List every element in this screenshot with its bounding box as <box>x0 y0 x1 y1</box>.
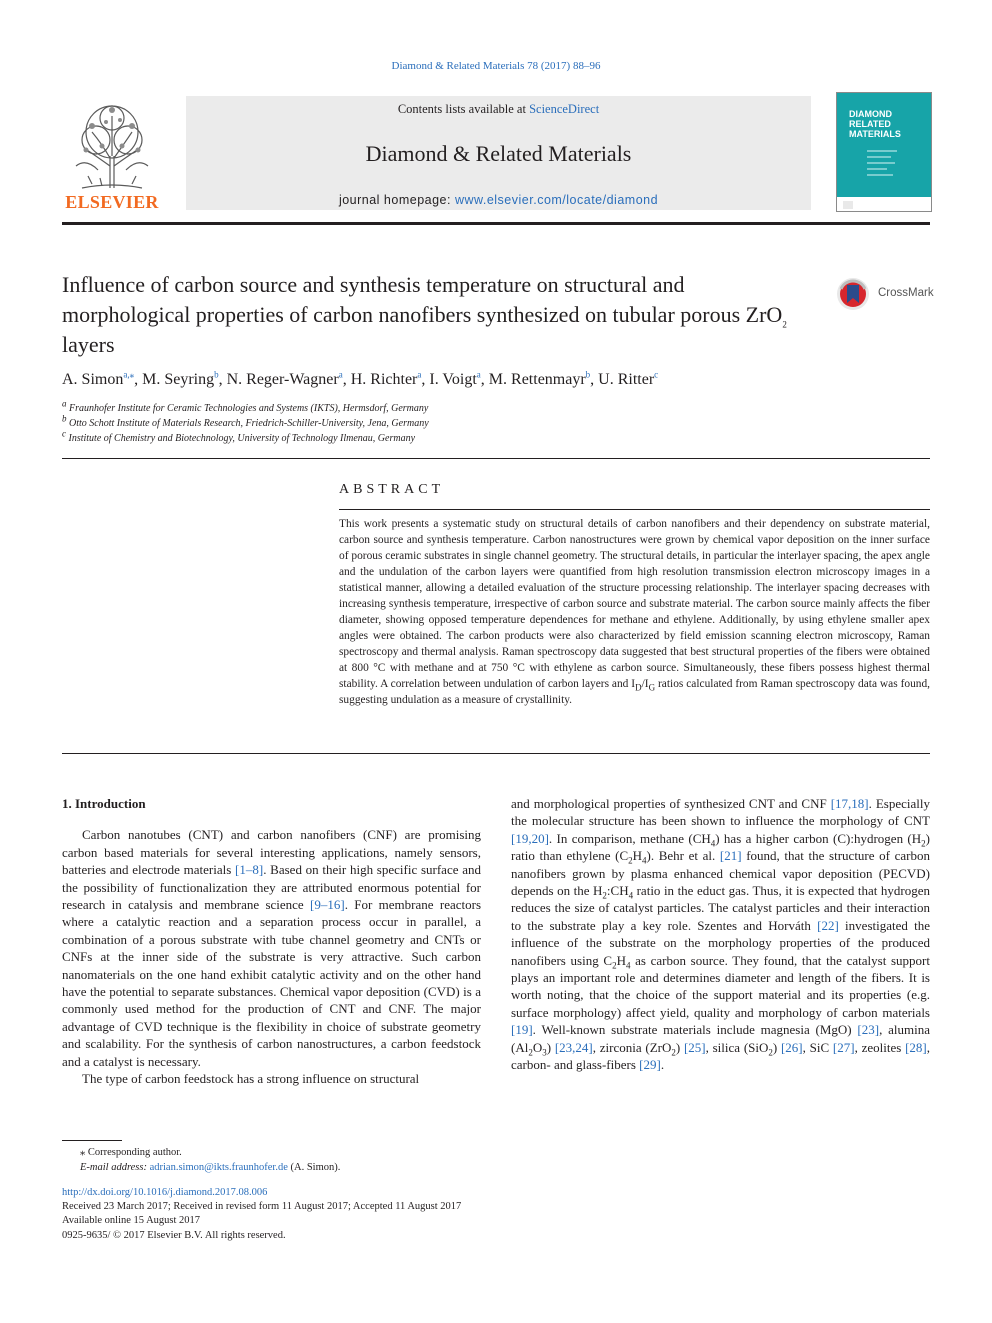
author-affiliation-mark[interactable]: a <box>338 369 343 380</box>
text-run: ) has a higher carbon (C):hydrogen (H <box>715 830 922 846</box>
text-run: H <box>616 952 626 968</box>
text-run: , SiC <box>802 1039 833 1055</box>
citation-link[interactable]: [29] <box>639 1057 661 1073</box>
journal-cover-thumbnail[interactable] <box>836 92 932 212</box>
cover-title-line: MATERIALS <box>849 129 901 139</box>
cover-text-lines <box>867 147 907 187</box>
text-run: . <box>660 1057 665 1073</box>
subscript: 2 <box>921 838 926 849</box>
subscript: 4 <box>628 890 634 901</box>
intro-paragraph-2-start: The type of carbon feedstock has a strong influence on structural <box>82 1071 420 1087</box>
author-list: A. Simon$^{a,⁎}$, M. Seyring$^b$, N. Reger-Wagner$^a$, H. Richter$^a$, I. Voigt$^a$, M. Rettenmayr$^b$, U. Ritter$^c$ <box>62 369 659 388</box>
title-text-end: layers <box>62 332 115 357</box>
article-title <box>62 270 802 360</box>
body-column-right <box>511 795 930 1074</box>
text-run: , silica (SiO <box>705 1039 769 1055</box>
section-heading-introduction: 1. Introduction <box>62 796 146 811</box>
subscript: 2 <box>528 1047 533 1058</box>
text-run: . Especially the molecular structure has been shown to influence the morphology of CNT <box>511 796 930 829</box>
author-name[interactable]: N. Reger-Wagner <box>226 371 339 388</box>
email-suffix: (A. Simon). <box>287 1162 341 1173</box>
author-affiliation-mark[interactable]: a <box>417 369 422 380</box>
text-run: H <box>632 848 643 864</box>
body-column-left <box>62 795 481 1088</box>
cover-title-line: RELATED <box>849 119 891 129</box>
text-run: ) ratio than ethylene (C <box>511 830 930 864</box>
cover-title <box>849 109 901 139</box>
subscript: 2 <box>612 960 617 971</box>
abstract-bottom-divider <box>62 753 930 754</box>
title-text: Influence of carbon source and synthesis temperature on structural and morphological properties of carbon nanofibers synthesized on tubular porous ZrO <box>62 272 783 327</box>
text-run: , carbon- and glass-fibers <box>511 1039 930 1073</box>
text-run: found, that the structure of carbon nanofibers grown by plasma enhanced chemical vapor deposition (PECVD) depends on the H <box>511 848 930 899</box>
cover-publisher-mark <box>843 201 853 209</box>
text-run: . Based on their high specific surface and the possibility of functionalization they are attributed enormous potential for research in catalysis and membrane science <box>62 862 481 913</box>
article-info <box>62 1186 662 1243</box>
elsevier-wordmark: ELSEVIER <box>65 192 159 212</box>
crossmark-label: CrossMark <box>878 287 934 299</box>
abstract-subscript-d: D <box>635 682 642 693</box>
text-run: . Well-known substrate materials include magnesia (MgO) <box>532 1022 858 1038</box>
citation-link[interactable]: [26] <box>780 1039 803 1055</box>
author-name[interactable]: M. Rettenmayr <box>488 371 586 388</box>
text-run: , zirconia (ZrO <box>592 1039 672 1055</box>
footnote-mark: ⁎ <box>80 1147 86 1158</box>
text-run: ). Behr et al. <box>646 848 720 864</box>
affiliation-key: a <box>62 398 67 409</box>
author-email-link[interactable]: adrian.simon@ikts.fraunhofer.de <box>149 1162 288 1173</box>
text-run: . In comparison, methane (CH <box>548 830 711 846</box>
affiliation-key: b <box>62 413 67 424</box>
journal-name: Diamond & Related Materials <box>365 141 632 166</box>
author-affiliation-mark[interactable]: c <box>654 369 659 380</box>
homepage-prefix: journal homepage: <box>338 193 455 207</box>
text-run: Carbon nanotubes (CNT) and carbon nanofibers (CNF) are promising carbon based materials for several interesting applications, namely sensors, batteries and electrode materials <box>62 827 481 878</box>
text-run: ) <box>675 1039 684 1055</box>
header-divider <box>62 222 930 225</box>
text-run: , zeolites <box>854 1039 906 1055</box>
available-online-date: Available online 15 August 2017 <box>62 1215 201 1227</box>
text-run: investigated the influence of the substrate on the morphology properties of the produced nanofibers using C <box>511 917 931 968</box>
doi-link[interactable]: http://dx.doi.org/10.1016/j.diamond.2017.08.006 <box>62 1187 268 1198</box>
author-name[interactable]: H. Richter <box>350 371 418 388</box>
sciencedirect-link[interactable]: ScienceDirect <box>529 102 600 116</box>
contents-line <box>186 102 811 117</box>
affiliation-item <box>62 413 762 431</box>
received-dates: Received 23 March 2017; Received in revised form 11 August 2017; Accepted 11 August 2017 <box>62 1201 462 1213</box>
abstract-body: This work presents a systematic study on structural details of carbon nanofibers and their dependency on substrate material, carbon source and synthesis temperature. Carbon nanostructures were grown by chemical vapor deposition on the inner surface of porous ceramic substrates in single channel geometry. The structural details, in particular the interlayer spacing, the apex angle and the undulation of the carbon layers were quantified from high resolution transmission electron microscopy images in a statistical manner, allowing a detailed evaluation of the structure processing relationship. The interlayer spacing decreases with increasing synthesis temperature, irrespective of carbon source and substrate material. The carbon source mainly affects the fiber diameter, showing opposed temperature dependences for methane and ethylene. Additionally, by using ethylene smaller apex angles were obtained. The carbon products were also characterized by field emission scanning electron microscopy, Raman spectroscopy and thermal analysis. Raman spectroscopy data suggested that best structural properties of the fibers were obtained at 800 °C with methane and at 750 °C with ethylene as carbon source. Simultaneously, these fibers possess highest thermal stability. A correlation between undulation of carbon layers and I <box>339 518 930 690</box>
author-affiliation-mark[interactable]: a <box>476 369 481 380</box>
abstract-heading: ABSTRACT <box>339 482 445 497</box>
citation-link[interactable]: [1–8] <box>235 862 264 878</box>
citation-link[interactable]: [17,18] <box>830 796 869 811</box>
citation-link[interactable]: [21] <box>719 848 742 864</box>
affiliation-divider <box>62 458 930 459</box>
subscript: 4 <box>710 838 716 849</box>
affiliation-list <box>62 398 762 446</box>
crossmark-badge[interactable] <box>836 277 956 309</box>
footnote-divider <box>62 1140 122 1141</box>
affiliation-text: Otto Schott Institute of Materials Research, Friedrich-Schiller-University, Jena, Germany <box>69 418 429 429</box>
citation-link[interactable]: [27] <box>832 1039 855 1055</box>
citation-link[interactable]: [23] <box>857 1022 880 1038</box>
subscript: 2 <box>671 1047 676 1058</box>
crossmark-icon <box>836 277 872 311</box>
text-run: as carbon source. They found, that the catalyst support plays an important role and determines diameter and length of the fibers. It is worth noting, that the choice of the support material and its properties (e.g. surface morphology) affect yield, quality and morphology of carbon materials <box>511 952 930 1020</box>
abstract-subscript-g: G <box>648 682 656 693</box>
text-run: ) <box>772 1039 781 1055</box>
cover-title-line: DIAMOND <box>849 109 892 119</box>
affiliation-item <box>62 428 762 446</box>
text-run: . For membrane reactors where a catalytic reaction and a separation process occur in parallel, a combination of a porous substrate with tube channel geometry and CNTs or CNFs at the inner side of the substrate is very attractive. Such carbon nanomaterials on the one hand exhibit catalytic activity and on the other hand have the potential to separate substances. Chemical vapor deposition (CVD) is a commonly used method for the production of CNT and CNF. The major advantage of CVD technique is the flexibility in choice of substrate geometry and scalability. For the synthesis of carbon nanostructures, a carbon feedstock and a catalyst is necessary. <box>62 897 481 1069</box>
affiliation-text: Institute of Chemistry and Biotechnology, University of Technology Ilmenau, Germany <box>68 433 416 444</box>
citation-link[interactable]: [28] <box>905 1039 927 1055</box>
author-name[interactable]: I. Voigt <box>429 371 477 388</box>
affiliation-text: Fraunhofer Institute for Ceramic Technologies and Systems (IKTS), Hermsdorf, Germany <box>69 403 429 414</box>
copyright-line: 0925-9635/ © 2017 Elsevier B.V. All rights reserved. <box>62 1229 286 1241</box>
author-name[interactable]: U. Ritter <box>598 371 655 388</box>
email-note <box>62 1160 562 1175</box>
footnotes <box>62 1145 562 1175</box>
author-name[interactable]: A. Simon <box>62 371 124 388</box>
subscript: 4 <box>642 855 647 866</box>
email-label: E-mail address: <box>80 1162 150 1173</box>
author-affiliation-mark[interactable]: a,⁎ <box>123 369 135 380</box>
subscript: 3 <box>542 1047 547 1058</box>
citation-link[interactable]: [19] <box>511 1022 533 1038</box>
journal-homepage-link[interactable]: www.elsevier.com/locate/diamond <box>454 193 659 207</box>
affiliation-item <box>62 398 762 416</box>
text-run: O <box>532 1039 543 1055</box>
citation-link[interactable]: [23,24] <box>554 1039 593 1055</box>
citation-link[interactable]: [22] <box>817 917 839 933</box>
abstract-top-divider <box>339 509 930 510</box>
subscript: 2 <box>768 1047 773 1058</box>
text-run: ) <box>546 1039 555 1055</box>
author-affiliation-mark[interactable]: b <box>214 369 219 380</box>
citation-link[interactable]: [9–16] <box>310 897 345 913</box>
subscript: 2 <box>602 890 607 901</box>
author-name[interactable]: M. Seyring <box>142 371 215 388</box>
intro-paragraph-2 <box>511 795 930 1074</box>
author-affiliation-mark[interactable]: b <box>585 369 591 380</box>
subscript: 4 <box>625 960 631 971</box>
abstract-text <box>339 516 930 708</box>
journal-homepage-line <box>186 193 811 207</box>
journal-citation-link[interactable]: Diamond & Related Materials 78 (2017) 88–96 <box>391 60 601 72</box>
abstract-slash: /I <box>641 678 649 690</box>
text-run: , alumina (Al <box>511 1022 930 1055</box>
text-run: :CH <box>606 883 629 899</box>
abstract-body-end: ratios calculated from Raman spectroscopy data was found, suggesting undulation as a measure of crystallinity. <box>339 678 931 706</box>
cover-bottom-strip <box>837 197 931 211</box>
subscript: 2 <box>628 855 633 866</box>
citation-link[interactable]: [25] <box>683 1039 706 1055</box>
affiliation-key: c <box>62 428 66 439</box>
footnote-text: Corresponding author. <box>85 1147 182 1158</box>
title-subscript: 2 <box>782 319 787 330</box>
citation-link[interactable]: [19,20] <box>511 830 549 846</box>
contents-prefix: Contents lists available at <box>397 102 530 116</box>
text-run: ratio in the educt gas. Thus, it is expected that hydrogen reduces the size of catalyst particles. The catalyst particles and their interaction to the substrate play a key role. Szentes and Horváth <box>511 883 930 933</box>
corresponding-author-note <box>62 1145 562 1160</box>
text-run: and morphological properties of synthesized CNT and CNF <box>511 796 831 811</box>
intro-paragraph-1 <box>62 826 481 1070</box>
